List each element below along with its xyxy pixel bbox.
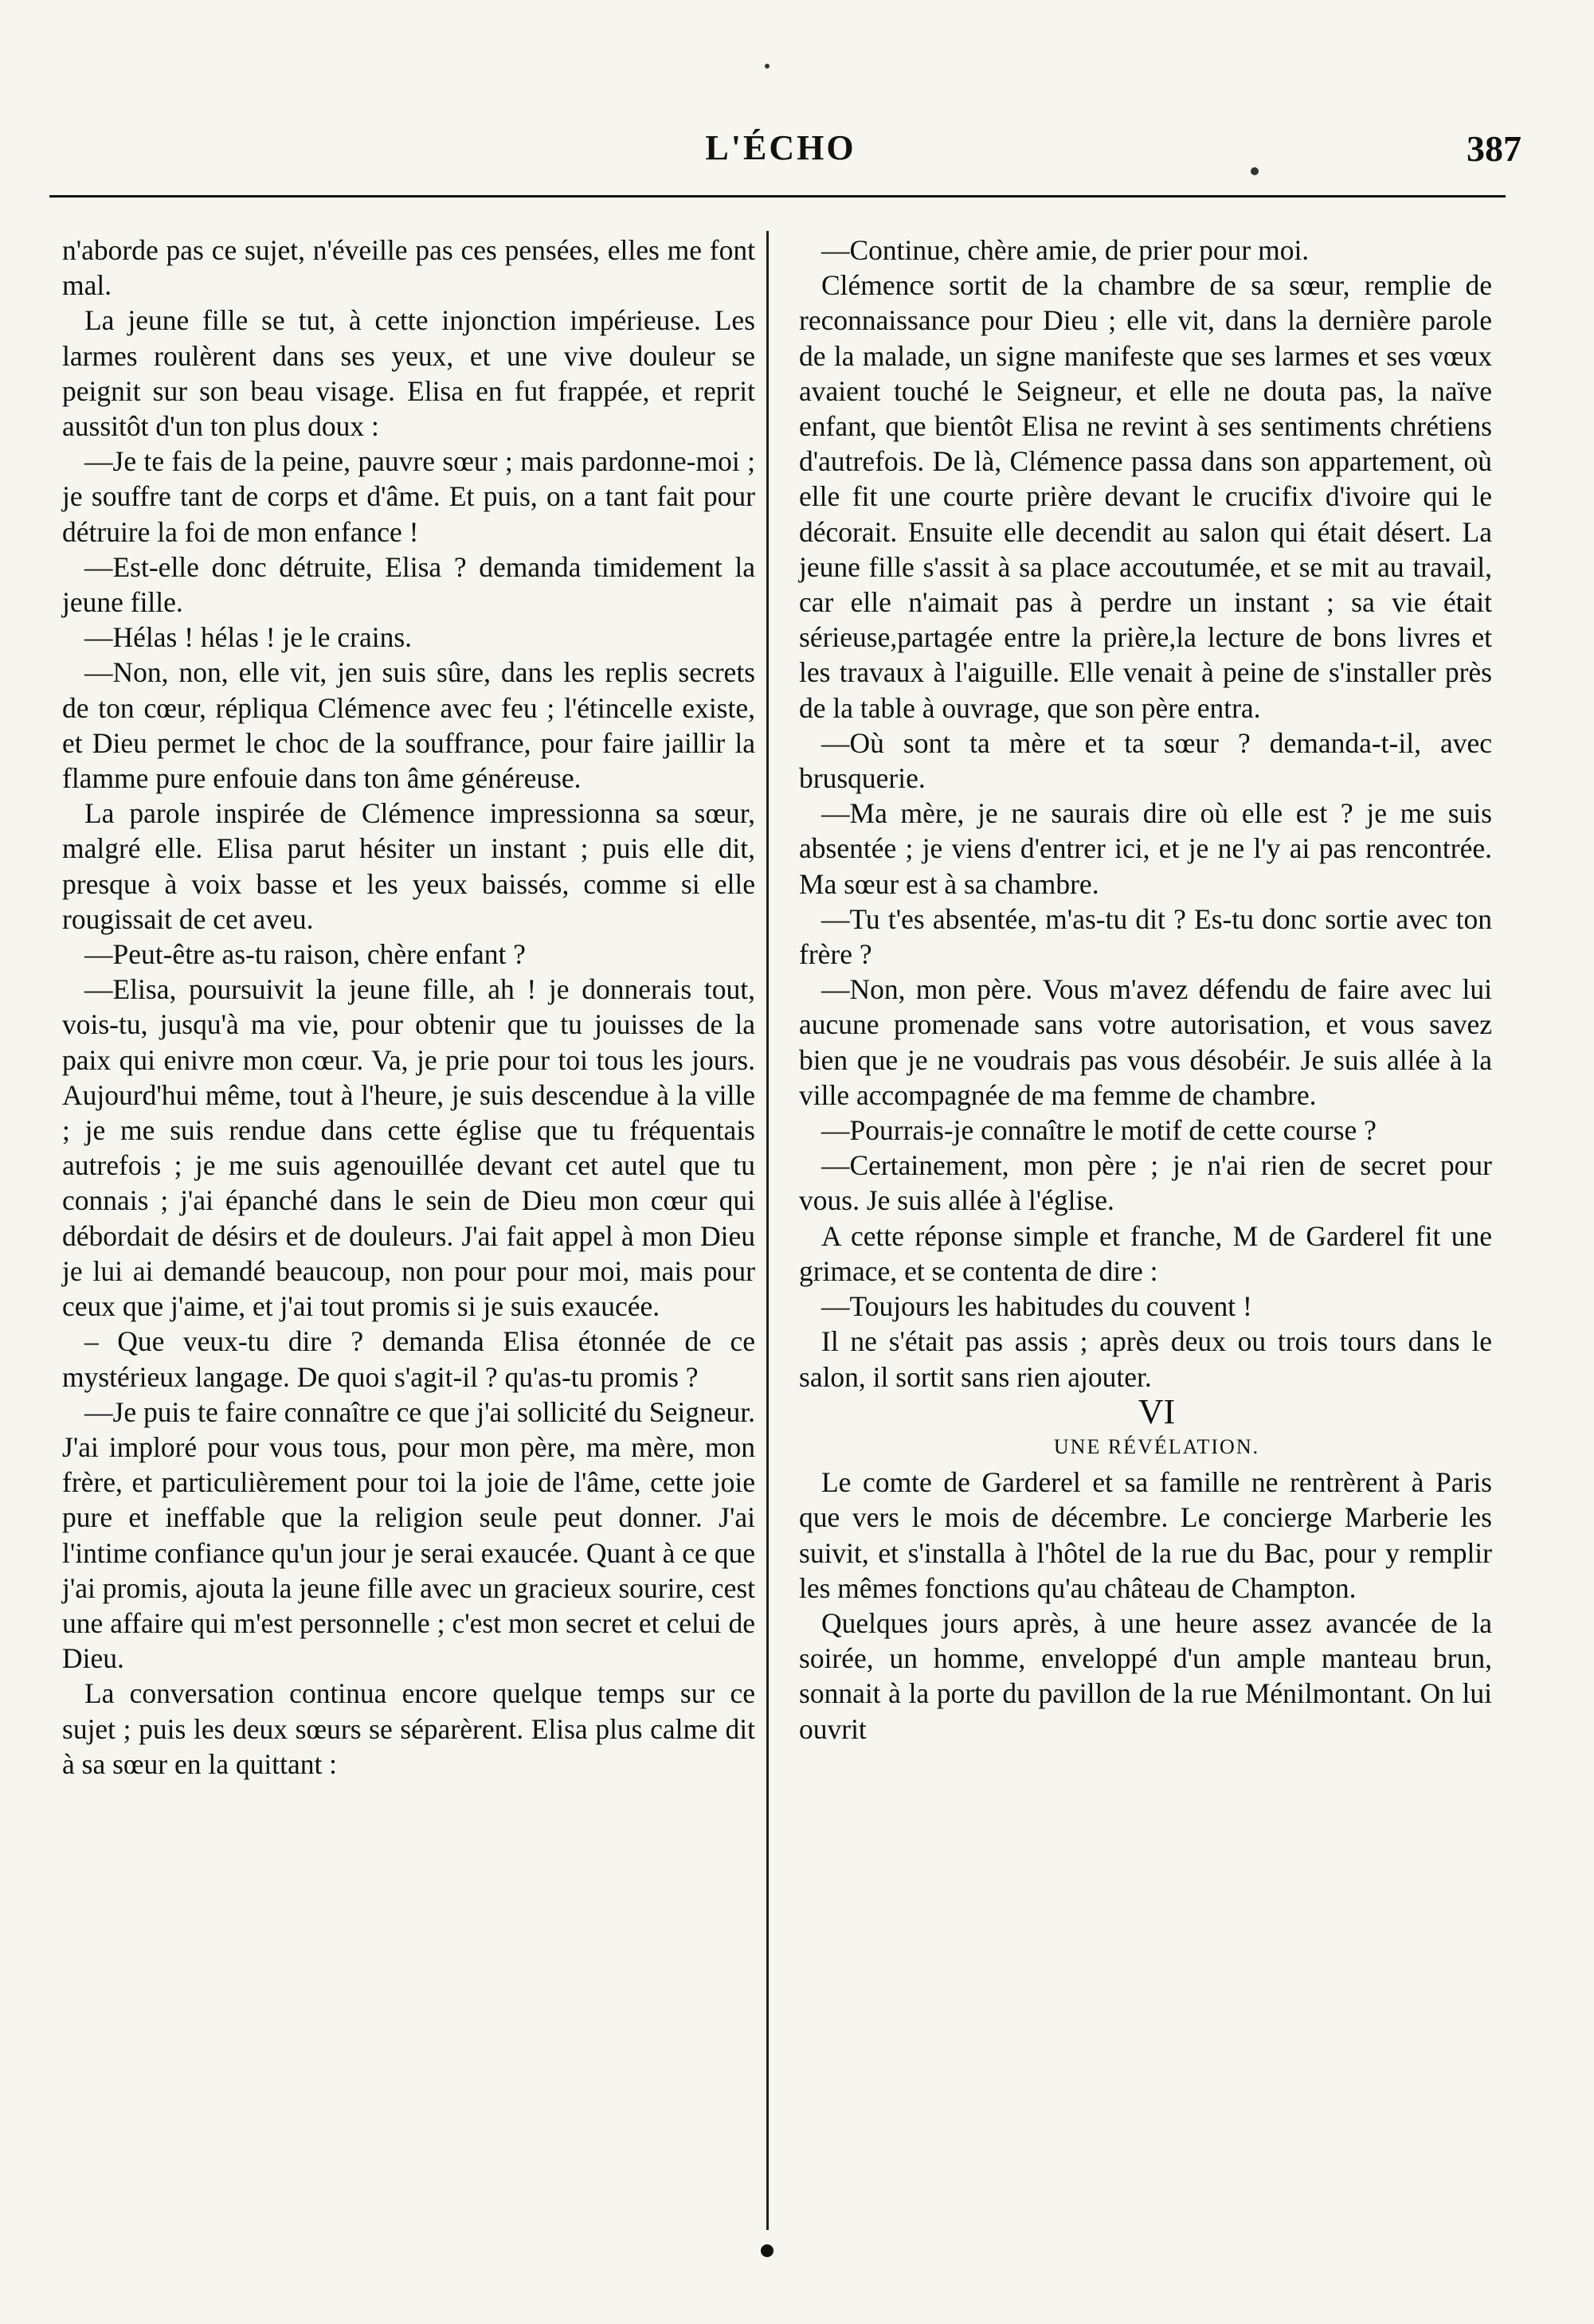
left-column	[62, 233, 755, 1782]
page-header	[56, 127, 1522, 175]
paragraph: —Hélas ! hélas ! je le crains.	[84, 621, 413, 654]
journal-title: L'ÉCHO	[705, 128, 856, 167]
paragraph: —Je te fais de la peine, pauvre sœur ; mais pardonne-moi ; je souffre tant de corps et d'âme. Et puis, on a tant fait pour détruire la foi de mon enfance !	[62, 445, 755, 548]
paragraph: La jeune fille se tut, à cette injonction impérieuse. Les larmes roulèrent dans ses yeux, et une vive douleur se peignit sur son beau visage. Elisa en fut frappée, et reprit aussitôt d'un ton plus doux :	[62, 304, 755, 443]
paragraph: —Ma mère, je ne saurais dire où elle est ? je me suis absentée ; je viens d'entrer ici, et je ne l'y ai pas rencontrée. Ma sœur est à sa chambre.	[799, 797, 1492, 900]
print-speck	[1251, 167, 1259, 175]
paragraph: Clémence sortit de la chambre de sa sœur, remplie de reconnaissance pour Dieu ; elle vit, dans la dernière parole de la malade, un signe manifeste que ses larmes et ses vœux avaient touché le Seigneur, et elle ne douta pas, la naïve enfant, que bientôt Elisa ne revint à ses sentiments chrétiens d'autrefois. De là, Clémence passa dans son appartement, où elle fit une courte prière devant le crucifix d'ivoire qui le décorait. Ensuite elle decendit au salon qui était désert. La jeune fille s'assit à sa place accoutumée, et se mit au travail, car elle n'aimait pas à perdre un instant ; sa vie était sérieuse,partagée entre la prière,la lecture de bons livres et les travaux à l'aiguille. Elle venait à peine de s'installer près de la table à ouvrage, que son père entra.	[799, 269, 1492, 724]
paragraph: —Toujours les habitudes du couvent !	[821, 1290, 1252, 1323]
paragraph: —Non, non, elle vit, jen suis sûre, dans les replis secrets de ton cœur, répliqua Clémence avec feu ; l'étincelle existe, et Dieu permet le choc de la souffrance, pour faire jaillir la flamme pure enfouie dans ton âme généreuse.	[62, 656, 755, 795]
paragraph: —Peut-être as-tu raison, chère enfant ?	[84, 938, 526, 971]
paragraph: Quelques jours après, à une heure assez avancée de la soirée, un homme, enveloppé d'un ample manteau brun, sonnait à la porte du pavillon de la rue Ménilmontant. On lui ouvrit	[799, 1606, 1492, 1745]
paragraph: —Où sont ta mère et ta sœur ? demanda-t-il, avec brusquerie.	[799, 726, 1492, 795]
paragraph: —Non, mon père. Vous m'avez défendu de faire avec lui aucune promenade sans votre autorisation, et vous savez bien que je ne voudrais pas vous désobéir. Je suis allée à la ville accompagnée de ma femme de chambre.	[799, 973, 1492, 1111]
paragraph: n'aborde pas ce sujet, n'éveille pas ces pensées, elles me font mal.	[62, 234, 755, 302]
page-number: 387	[1467, 128, 1522, 169]
paragraph: —Pourrais-je connaître le motif de cette course ?	[821, 1114, 1377, 1147]
right-column	[799, 233, 1492, 1747]
paragraph: Le comte de Garderel et sa famille ne rentrèrent à Paris que vers le mois de décembre. Le concierge Marberie les suivit, et s'installa à l'hôtel de la rue du Bac, pour y remplir les mêmes fonctions qu'au château de Champton.	[799, 1466, 1492, 1604]
print-speck	[765, 64, 770, 68]
paragraph: —Elisa, poursuivit la jeune fille, ah ! je donnerais tout, vois-tu, jusqu'à ma vie, pour obtenir que tu jouisses de la paix qui enivre mon cœur. Va, je prie pour toi tous les jours. Aujourd'hui même, tout à l'heure, je suis descendue à la ville ; je me suis rendue dans cette église que tu fréquentais autrefois ; je me suis agenouillée devant cet autel que tu connais ; j'ai épanché dans le sein de Dieu mon cœur qui débordait de désirs et de douleurs. J'ai fait appel à mon Dieu je lui ai demandé beaucoup, non pour pour moi, mais pour ceux que j'aime, et j'ai tout promis si je suis exaucée.	[62, 973, 755, 1323]
paragraph: A cette réponse simple et franche, M de Garderel fit une grimace, et se contenta de dire :	[799, 1219, 1492, 1287]
chapter-number: VI	[1138, 1391, 1176, 1431]
paragraph: —Certainement, mon père ; je n'ai rien de secret pour vous. Je suis allée à l'église.	[799, 1149, 1492, 1217]
print-dot	[761, 2244, 774, 2257]
column-divider	[766, 231, 769, 2230]
paragraph: Il ne s'était pas assis ; après deux ou trois tours dans le salon, il sortit sans rien ajouter.	[799, 1325, 1492, 1393]
chapter-title: UNE RÉVÉLATION.	[1053, 1434, 1260, 1458]
paragraph: – Que veux-tu dire ? demanda Elisa étonnée de ce mystérieux langage. De quoi s'agit-il ? qu'as-tu promis ?	[62, 1325, 755, 1393]
paragraph: La parole inspirée de Clémence impressionna sa sœur, malgré elle. Elisa parut hésiter un instant ; puis elle dit, presque à voix basse et les yeux baissés, comme si elle rougissait de cet aveu.	[62, 797, 755, 935]
paragraph: La conversation continua encore quelque temps sur ce sujet ; puis les deux sœurs se séparèrent. Elisa plus calme dit à sa sœur en la quittant :	[62, 1677, 755, 1780]
paragraph: —Continue, chère amie, de prier pour moi.	[821, 234, 1310, 266]
paragraph: —Je puis te faire connaître ce que j'ai sollicité du Seigneur. J'ai imploré pour vous tous, pour mon père, ma mère, mon frère, et particulièrement pour toi la joie de l'âme, cette joie pure et ineffable que la religion seule peut donner. J'ai l'intime confiance qu'un jour je serai exaucée. Quant à ce que j'ai promis, ajouta la jeune fille avec un gracieux sourire, cest une affaire qui m'est personnelle ; c'est mon secret et celui de Dieu.	[62, 1395, 755, 1675]
paragraph: —Est-elle donc détruite, Elisa ? demanda timidement la jeune fille.	[62, 550, 755, 619]
header-rule	[49, 195, 1506, 198]
paragraph: —Tu t'es absentée, m'as-tu dit ? Es-tu donc sortie avec ton frère ?	[799, 902, 1492, 971]
